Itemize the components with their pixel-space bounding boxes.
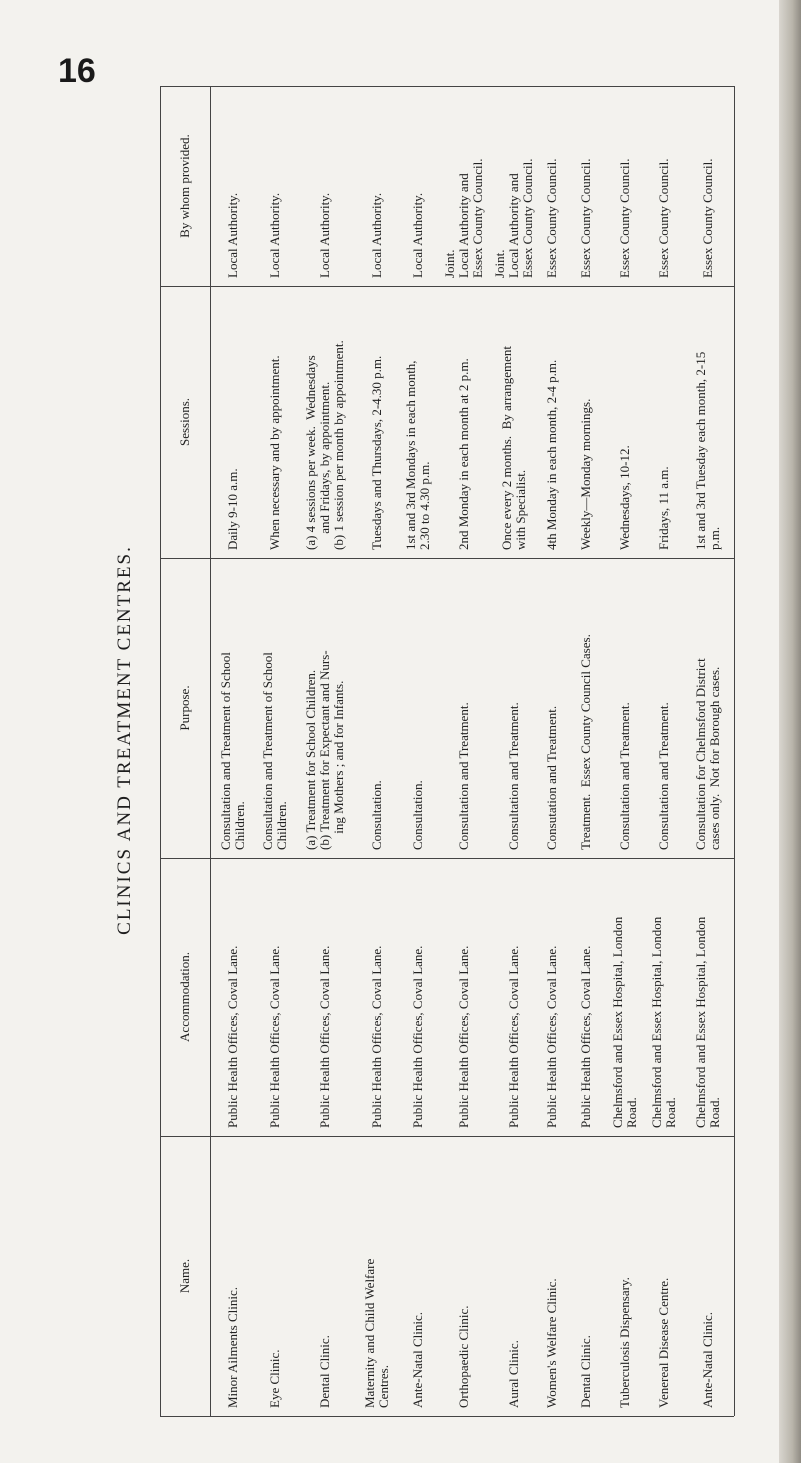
- cell-text: Treatment. Essex County Council Cases.: [577, 634, 593, 850]
- table-cell-accommodation: [645, 858, 682, 1136]
- cell-text: Consultation and Treatment of School Children.: [217, 652, 247, 850]
- table-cell-accommodation: [538, 858, 566, 1136]
- table-cell-purpose: [645, 558, 682, 858]
- table-cell-accommodation: [682, 858, 734, 1136]
- table-cell-accommodation: [295, 858, 355, 1136]
- table-cell-purpose: [210, 558, 255, 858]
- table-cell-sessions: [255, 286, 295, 558]
- cell-text: Joint. Local Authority and Essex County Council.: [442, 158, 485, 278]
- header-label: Purpose.: [177, 685, 192, 731]
- table-cell-accommodation: [355, 858, 398, 1136]
- cell-text: Dental Clinic.: [577, 1335, 593, 1408]
- cell-text: Public Health Offices, Coval Lane.: [224, 945, 240, 1128]
- cell-text: Consultation and Treatment.: [456, 702, 471, 850]
- cell-text: Wednesdays, 10-12.: [617, 445, 632, 550]
- table-cell-sessions: [210, 286, 255, 558]
- cell-text: Women's Welfare Clinic.: [544, 1278, 559, 1408]
- cell-text: When necessary and by appointment.: [267, 355, 282, 550]
- column-divider: [210, 86, 211, 1416]
- table-cell-sessions: [398, 286, 438, 558]
- table-cell-accommodation: [605, 858, 645, 1136]
- cell-text: Fridays, 11 a.m.: [655, 466, 671, 550]
- cell-text: Public Health Offices, Coval Lane.: [456, 945, 471, 1128]
- cell-text: Public Health Offices, Coval Lane.: [317, 945, 332, 1128]
- table-cell-purpose: [605, 558, 645, 858]
- cell-text: 4th Monday in each month, 2-4 p.m.: [544, 359, 559, 550]
- cell-text: Public Health Offices, Coval Lane.: [267, 945, 282, 1128]
- cell-text: Public Health Offices, Coval Lane.: [410, 945, 425, 1128]
- cell-text: Local Authority.: [368, 192, 384, 278]
- page-title: [105, 360, 145, 1120]
- table-cell-by-whom: [490, 86, 538, 286]
- table-cell-accommodation: [438, 858, 490, 1136]
- table-cell-name: [566, 1136, 605, 1416]
- cell-text: 1st and 3rd Tuesday each month, 2-15 p.m.: [693, 351, 722, 550]
- table-cell-name: [255, 1136, 295, 1416]
- cell-text: Local Authority.: [317, 192, 332, 278]
- cell-text: Once every 2 months. By arrangement with Specialist.: [499, 346, 528, 550]
- cell-text: Tuesdays and Thursdays, 2-4.30 p.m.: [368, 355, 384, 550]
- table-cell-sessions: [295, 286, 355, 558]
- header-label: Accommodation.: [177, 952, 192, 1042]
- table-cell-by-whom: [355, 86, 398, 286]
- cell-text: Chelmsford and Essex Hospital, London Road.: [648, 916, 678, 1128]
- table-cell-name: [645, 1136, 682, 1416]
- cell-text: Consultation and Treatment of School Children.: [260, 652, 289, 850]
- cell-text: Public Health Offices, Coval Lane.: [577, 945, 593, 1128]
- cell-text: Dental Clinic.: [317, 1335, 332, 1408]
- cell-text: Aural Clinic.: [506, 1340, 521, 1408]
- cell-text: Essex County Council.: [617, 158, 632, 278]
- cell-text: 2nd Monday in each month at 2 p.m.: [456, 358, 471, 550]
- cell-text: Essex County Council.: [700, 158, 715, 278]
- cell-text: Consutation and Treatment.: [544, 705, 559, 850]
- cell-text: Weekly—Monday mornings.: [577, 398, 593, 550]
- table-cell-sessions: [605, 286, 645, 558]
- cell-text: Essex County Council.: [655, 158, 671, 278]
- table-cell-by-whom: [295, 86, 355, 286]
- cell-text: Minor Ailments Clinic.: [224, 1287, 240, 1408]
- cell-text: Public Health Offices, Coval Lane.: [368, 945, 384, 1128]
- table-cell-by-whom: [645, 86, 682, 286]
- table-cell-name: [295, 1136, 355, 1416]
- row-divider: [160, 858, 734, 859]
- table-cell-name: [682, 1136, 734, 1416]
- cell-text: (a) Treatment for School Children. (b) Treatment for Expectant and Nurs- ing Mothers ; and for Infants.: [303, 650, 346, 850]
- table-cell-purpose: [398, 558, 438, 858]
- table-cell-purpose: [566, 558, 605, 858]
- header-name: [160, 1136, 210, 1416]
- table-cell-by-whom: [538, 86, 566, 286]
- table-cell-name: [538, 1136, 566, 1416]
- table-cell-by-whom: [438, 86, 490, 286]
- cell-text: Tuberculosis Dispensary.: [617, 1277, 632, 1408]
- header-purpose: [160, 558, 210, 858]
- header-label: Sessions.: [177, 397, 192, 447]
- table-cell-accommodation: [255, 858, 295, 1136]
- row-divider: [160, 1136, 734, 1137]
- table-cell-accommodation: [490, 858, 538, 1136]
- table-cell-purpose: [682, 558, 734, 858]
- cell-text: Local Authority.: [267, 192, 282, 278]
- cell-text: Consultation.: [410, 780, 425, 850]
- table-cell-purpose: [538, 558, 566, 858]
- cell-text: Daily 9-10 a.m.: [224, 468, 240, 550]
- cell-text: Venereal Disease Centre.: [655, 1277, 671, 1408]
- table-cell-name: [210, 1136, 255, 1416]
- cell-text: Ante-Natal Clinic.: [410, 1311, 425, 1408]
- table-cell-accommodation: [398, 858, 438, 1136]
- cell-text: Consultation and Treatment.: [506, 702, 521, 850]
- page-edge-shadow: [779, 0, 801, 1463]
- table-cell-sessions: [355, 286, 398, 558]
- cell-text: 1st and 3rd Mondays in each month, 2.30 to 4.30 p.m.: [403, 360, 432, 550]
- row-divider: [160, 86, 734, 87]
- page-title-text: CLINICS AND TREATMENT CENTRES.: [114, 545, 135, 935]
- table-cell-sessions: [490, 286, 538, 558]
- table-cell-purpose: [490, 558, 538, 858]
- cell-text: Local Authority.: [224, 192, 240, 278]
- table-cell-name: [605, 1136, 645, 1416]
- header-label: By whom provided.: [177, 134, 192, 238]
- cell-text: Public Health Offices, Coval Lane.: [506, 945, 521, 1128]
- page-number: 16: [58, 52, 96, 90]
- table-cell-sessions: [438, 286, 490, 558]
- table-cell-by-whom: [566, 86, 605, 286]
- cell-text: (a) 4 sessions per week. Wednesdays and Fridays, by appointment. (b) 1 session per month by appointment.: [303, 340, 346, 550]
- table-cell-sessions: [682, 286, 734, 558]
- cell-text: Local Authority.: [410, 192, 425, 278]
- cell-text: Essex County Council.: [577, 158, 593, 278]
- table-cell-name: [355, 1136, 398, 1416]
- cell-text: Consultation for Chelmsford District cases only. Not for Borough cases.: [693, 658, 722, 850]
- cell-text: Public Health Offices, Coval Lane.: [544, 945, 559, 1128]
- table-cell-name: [438, 1136, 490, 1416]
- cell-text: Maternity and Child Welfare Centres.: [361, 1258, 391, 1408]
- table-cell-by-whom: [210, 86, 255, 286]
- cell-text: Consultation and Treatment.: [655, 702, 671, 850]
- table-cell-sessions: [645, 286, 682, 558]
- cell-text: Chelmsford and Essex Hospital, London Road.: [610, 916, 639, 1128]
- row-divider: [160, 1416, 734, 1417]
- cell-text: Consultation.: [368, 780, 384, 850]
- cell-text: Orthopaedic Clinic.: [456, 1305, 471, 1408]
- cell-text: Essex County Council.: [544, 158, 559, 278]
- clinics-table: [160, 86, 744, 1416]
- table-cell-name: [490, 1136, 538, 1416]
- header-sessions: [160, 286, 210, 558]
- row-divider: [160, 286, 734, 287]
- table-cell-purpose: [255, 558, 295, 858]
- table-cell-accommodation: [566, 858, 605, 1136]
- header-accommodation: [160, 858, 210, 1136]
- column-divider: [734, 86, 735, 1416]
- table-cell-purpose: [355, 558, 398, 858]
- cell-text: Consultation and Treatment.: [617, 702, 632, 850]
- cell-text: Joint. Local Authority and Essex County Council.: [492, 158, 535, 278]
- table-cell-purpose: [295, 558, 355, 858]
- cell-text: Ante-Natal Clinic.: [700, 1311, 715, 1408]
- table-cell-name: [398, 1136, 438, 1416]
- table-cell-sessions: [538, 286, 566, 558]
- header-label: Name.: [177, 1258, 192, 1294]
- table-cell-by-whom: [605, 86, 645, 286]
- cell-text: Eye Clinic.: [267, 1349, 282, 1408]
- table-cell-sessions: [566, 286, 605, 558]
- header-by-whom: [160, 86, 210, 286]
- table-cell-purpose: [438, 558, 490, 858]
- row-divider: [160, 558, 734, 559]
- table-cell-by-whom: [255, 86, 295, 286]
- column-divider: [160, 86, 161, 1416]
- table-cell-accommodation: [210, 858, 255, 1136]
- table-cell-by-whom: [682, 86, 734, 286]
- table-cell-by-whom: [398, 86, 438, 286]
- cell-text: Chelmsford and Essex Hospital, London Road.: [693, 916, 722, 1128]
